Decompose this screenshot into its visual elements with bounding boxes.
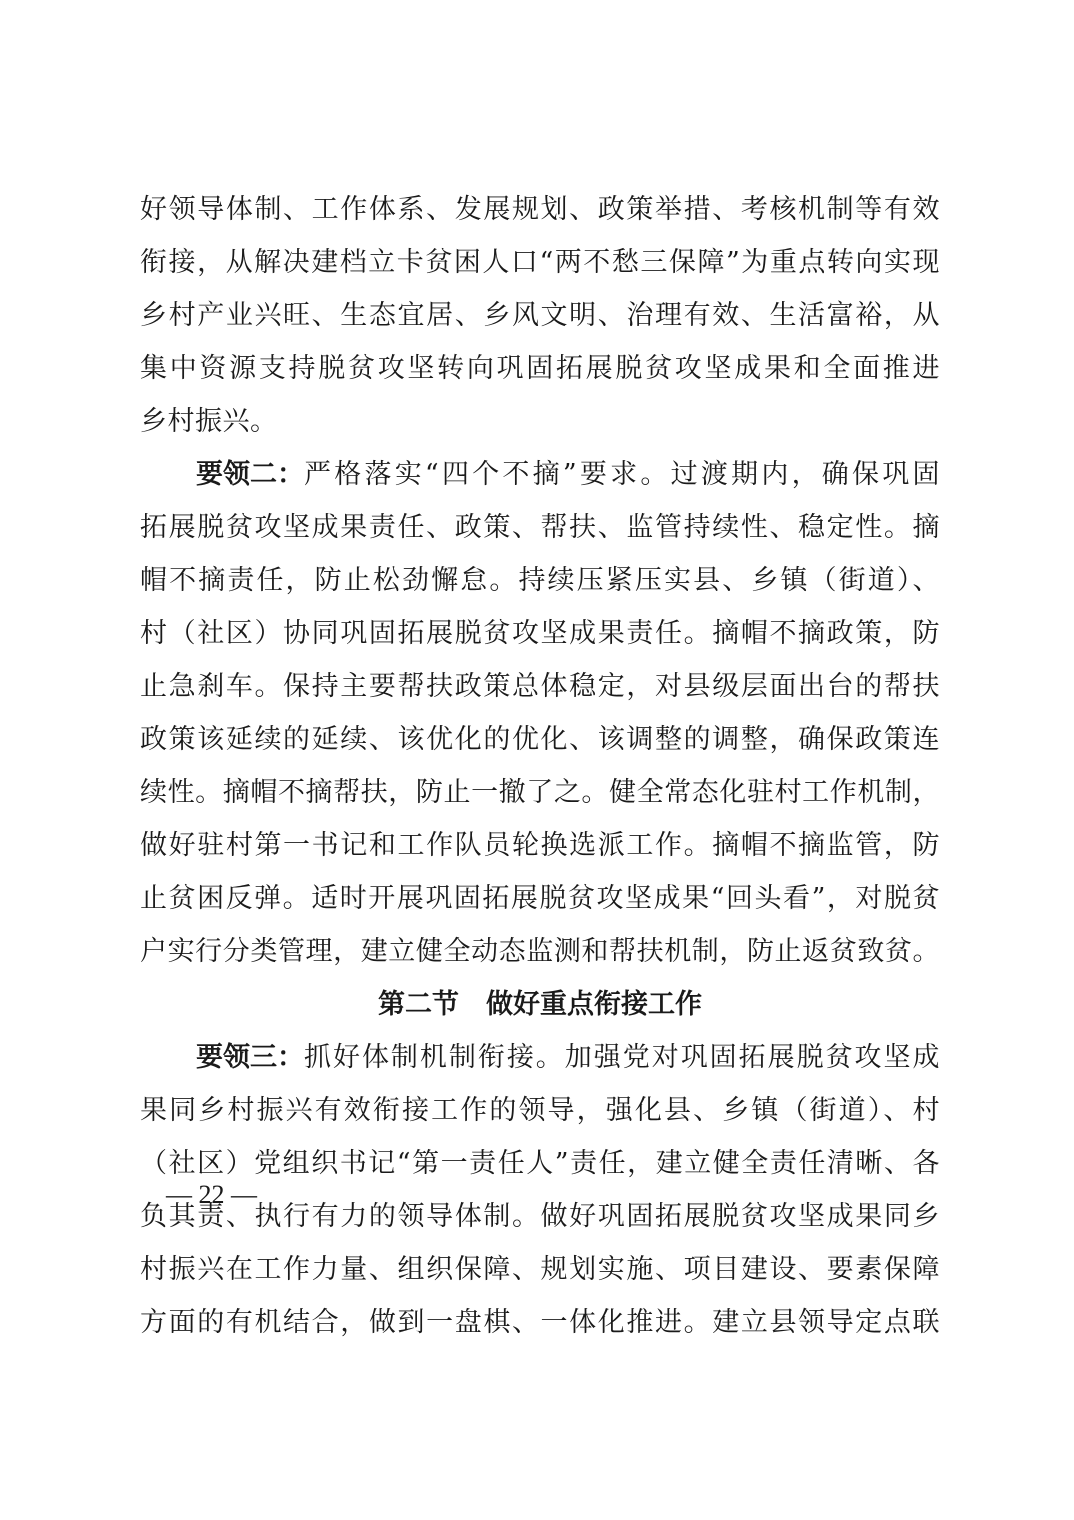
text-line: 续性。摘帽不摘帮扶，防止一撤了之。健全常态化驻村工作机制， xyxy=(140,777,940,808)
text-line: 政策该延续的延续、该优化的优化、该调整的调整，确保政策连 xyxy=(140,724,940,755)
text-line xyxy=(140,1031,940,1084)
text-line: 衔接，从解决建档立卡贫困人口“两不愁三保障”为重点转向实现 xyxy=(140,247,940,278)
document-page xyxy=(140,183,940,1349)
text-line xyxy=(140,448,940,501)
paragraph-first-line-text: 严格落实“四个不摘”要求。过渡期内，确保巩固 xyxy=(304,459,940,490)
paragraph-lead-heading: 要领三： xyxy=(196,1042,304,1073)
text-line: 负其责、执行有力的领导体制。做好巩固拓展脱贫攻坚成果同乡 xyxy=(140,1201,940,1232)
text-line: 乡村产业兴旺、生态宜居、乡风文明、治理有效、生活富裕，从 xyxy=(140,300,940,331)
paragraph-2 xyxy=(140,448,940,978)
text-line: 果同乡村振兴有效衔接工作的领导，强化县、乡镇（街道）、村 xyxy=(140,1095,940,1126)
text-line: 乡村振兴。 xyxy=(140,406,278,437)
text-line: 做好驻村第一书记和工作队员轮换选派工作。摘帽不摘监管，防 xyxy=(140,830,940,861)
text-line: 集中资源支持脱贫攻坚转向巩固拓展脱贫攻坚成果和全面推进 xyxy=(140,353,940,384)
text-line: 村（社区）协同巩固拓展脱贫攻坚成果责任。摘帽不摘政策，防 xyxy=(140,618,940,649)
text-line: （社区）党组织书记“第一责任人”责任，建立健全责任清晰、各 xyxy=(140,1148,940,1179)
text-line: 止急刹车。保持主要帮扶政策总体稳定，对县级层面出台的帮扶 xyxy=(140,671,940,702)
paragraph-1 xyxy=(140,183,940,448)
text-line: 止贫困反弹。适时开展巩固拓展脱贫攻坚成果“回头看”，对脱贫 xyxy=(140,883,940,914)
text-line: 帽不摘责任，防止松劲懈怠。持续压紧压实县、乡镇（街道）、 xyxy=(140,565,940,596)
section-heading: 第二节 做好重点衔接工作 xyxy=(378,989,702,1020)
paragraph-first-line-text: 抓好体制机制衔接。加强党对巩固拓展脱贫攻坚成 xyxy=(304,1042,940,1073)
paragraph-3 xyxy=(140,1031,940,1349)
text-line: 户实行分类管理，建立健全动态监测和帮扶机制，防止返贫致贫。 xyxy=(140,936,940,967)
text-line: 好领导体制、工作体系、发展规划、政策举措、考核机制等有效 xyxy=(140,194,940,225)
page-number: — 22 — xyxy=(166,1180,257,1209)
paragraph-lead-heading: 要领二： xyxy=(196,459,304,490)
text-line: 村振兴在工作力量、组织保障、规划实施、项目建设、要素保障 xyxy=(140,1254,940,1285)
text-line: 方面的有机结合，做到一盘棋、一体化推进。建立县领导定点联 xyxy=(140,1307,940,1338)
text-line: 拓展脱贫攻坚成果责任、政策、帮扶、监管持续性、稳定性。摘 xyxy=(140,512,940,543)
